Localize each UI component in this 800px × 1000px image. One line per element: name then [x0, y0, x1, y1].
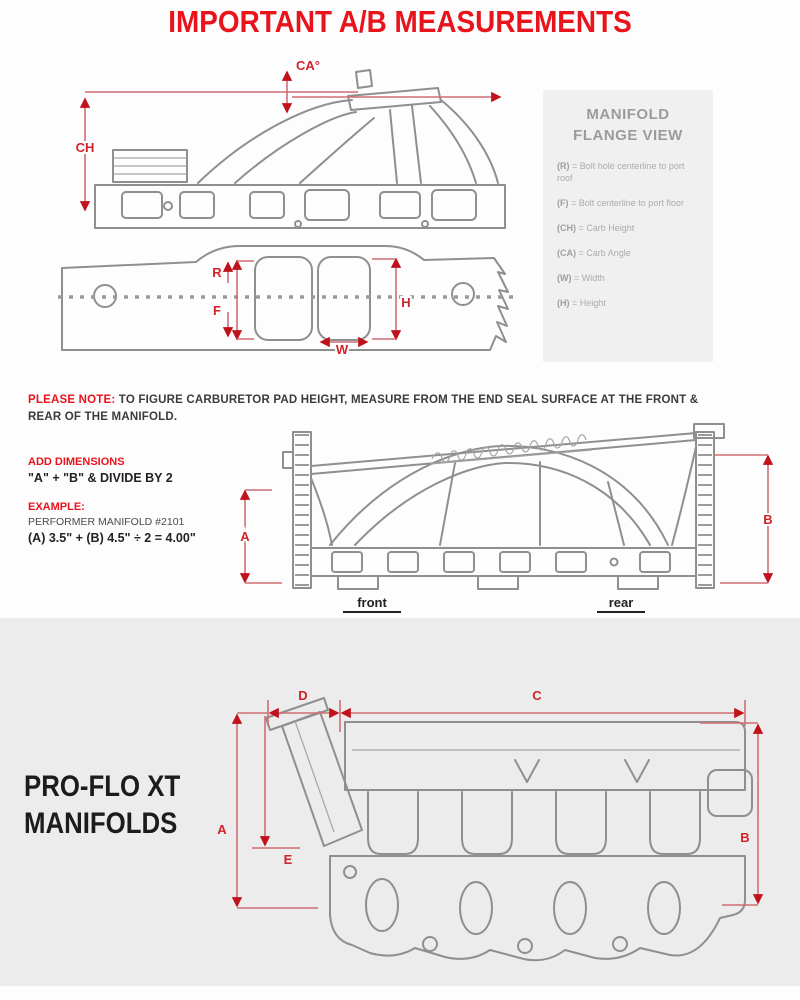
legend-item-r: (R) = Bolt hole centerline to port roof — [557, 161, 685, 183]
please-note — [28, 392, 712, 426]
dim-label-h: H — [401, 295, 411, 310]
dim-label-d: D — [298, 688, 308, 703]
example-manifold: PERFORMER MANIFOLD #2101 — [28, 516, 185, 528]
example-title: EXAMPLE: — [28, 501, 85, 513]
legend-item-f: (F) = Bolt centerline to port floor — [557, 198, 684, 208]
ab-measurement-side-view — [240, 424, 772, 589]
legend-item-w: (W) = Width — [557, 273, 605, 283]
pro-flo-xt-side-view — [217, 688, 758, 960]
dim-label-b-bottom: B — [740, 830, 750, 845]
flange-view-legend-panel — [543, 90, 713, 362]
add-dimensions-body: "A" + "B" & DIVIDE BY 2 — [28, 471, 173, 485]
dim-label-e: E — [283, 852, 293, 867]
add-dimensions-title: ADD DIMENSIONS — [28, 456, 125, 468]
front-label: front — [343, 595, 401, 613]
example-calculation: (A) 3.5" + (B) 4.5" ÷ 2 = 4.00" — [28, 531, 196, 545]
legend-items — [543, 160, 713, 309]
dim-label-a-bottom: A — [217, 822, 227, 837]
dim-label-r: R — [212, 265, 222, 280]
page-title: IMPORTANT A/B MEASUREMENTS — [168, 4, 632, 39]
carb-manifold-side-view — [76, 58, 505, 228]
dim-label-ch: CH — [75, 140, 95, 155]
measurement-instructions — [28, 456, 238, 545]
legend-item-h: (H) = Height — [557, 298, 606, 308]
legend-item-ch: (CH) = Carb Height — [557, 223, 635, 233]
dim-label-f: F — [213, 303, 221, 318]
pro-flo-heading: PRO-FLO XT MANIFOLDS — [24, 770, 181, 840]
dim-label-w: W — [335, 342, 349, 357]
rear-label: rear — [597, 595, 645, 613]
dim-label-c: C — [532, 688, 542, 703]
dim-label-a-mid: A — [240, 529, 250, 544]
dim-label-b-mid: B — [763, 512, 773, 527]
legend-item-ca: (CA) = Carb Angle — [557, 248, 631, 258]
manifold-flange-view-drawing — [58, 246, 516, 357]
legend-title: MANIFOLD FLANGE VIEW — [573, 106, 683, 144]
please-note-body: TO FIGURE CARBURETOR PAD HEIGHT, MEASURE FROM THE END SEAL SURFACE AT THE FRONT & REAR OF THE MANIFOLD. — [28, 394, 699, 423]
please-note-lead: PLEASE NOTE: — [28, 394, 116, 406]
dim-label-ca: CA° — [296, 58, 320, 73]
